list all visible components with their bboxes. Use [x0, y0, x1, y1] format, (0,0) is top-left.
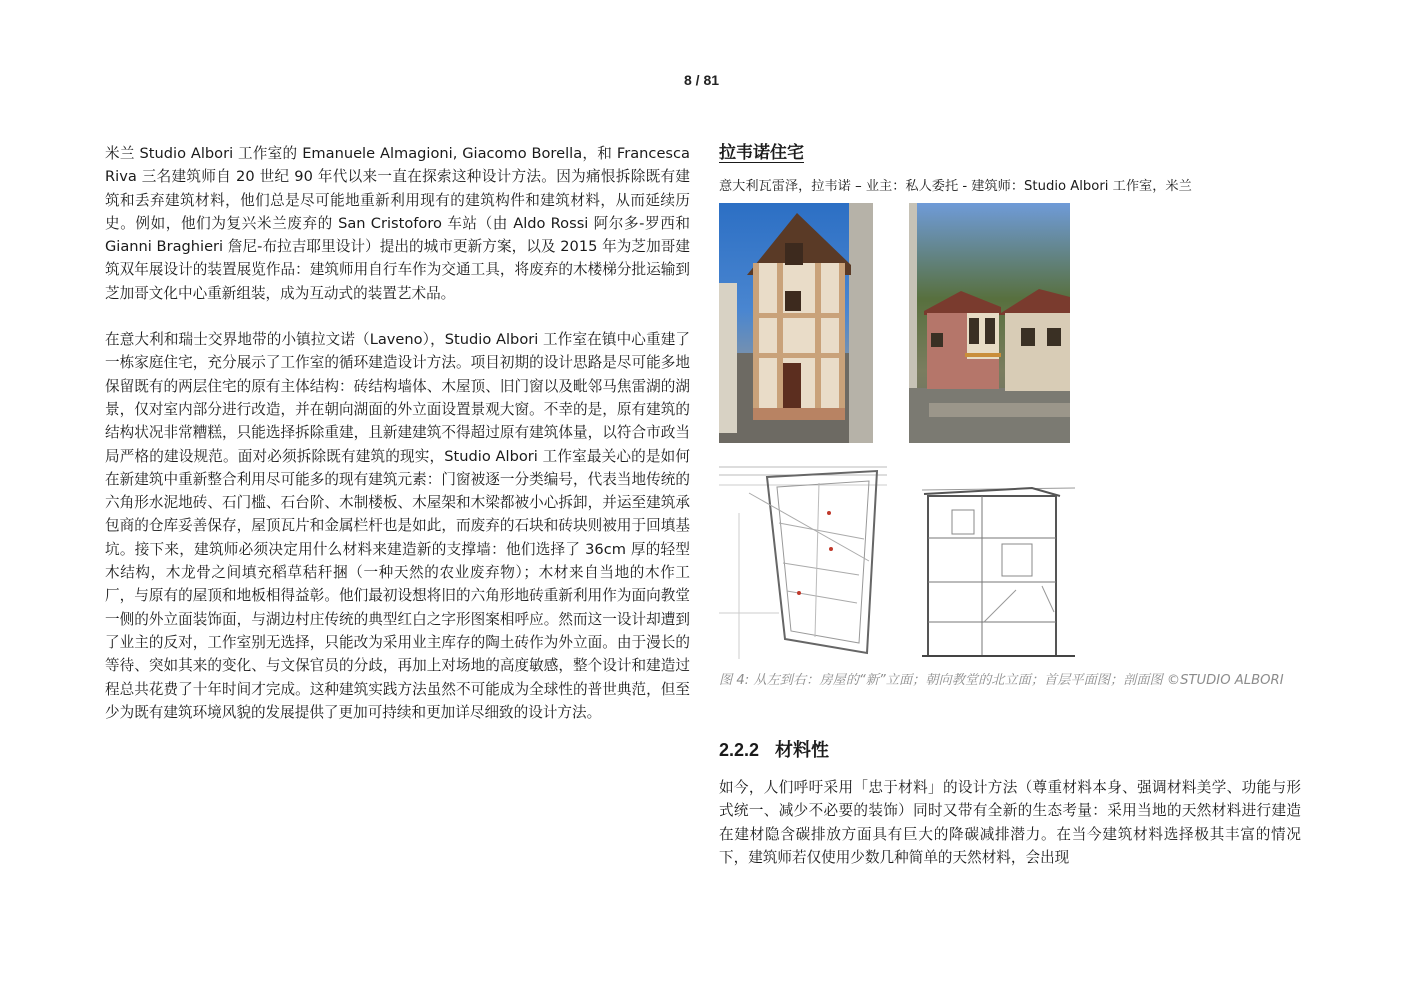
photo-north-facade	[909, 203, 1070, 443]
page-number: 8 / 81	[683, 72, 720, 88]
case-study-title: 拉韦诺住宅	[719, 143, 804, 163]
ground-floor-plan-drawing	[719, 463, 887, 659]
photo-new-facade	[719, 203, 873, 443]
left-column	[105, 142, 690, 724]
body-paragraph: 在意大利和瑞士交界地带的小镇拉文诺（Laveno），Studio Albori 工作室在镇中心重建了一栋家庭住宅，充分展示了工作室的循环建造设计方法。项目初期的设计思路是尽可能多地保留既有的两层住宅的原有主体结构：砖结构墙体、木屋顶、旧门窗以及毗邻马焦雷湖的湖景，仅对室内部分进行改造，并在朝向湖面的外立面设置景观大窗。不幸的是，原有建筑的结构状况非常糟糕，只能选择拆除重建，且新建建筑不得超过原有建筑体量，以符合市政当局严格的建设规范。面对必须拆除既有建筑的现实，Studio Albori 工作室最关心的是如何在新建筑中重新整合利用尽可能多的现有建筑元素：门窗被逐一分类编号，代表当地传统的六角形水泥地砖、石门槛、石台阶、木制楼板、木屋架和木梁都被小心拆卸，并运至建筑承包商的仓库妥善保存，屋顶瓦片和金属栏杆也是如此，而废弃的石块和砖块则被用于回填基坑。接下来，建筑师必须决定用什么材料来建造新的支撑墙：他们选择了 36cm 厚的轻型木结构，木龙骨之间填充稻草秸秆捆（一种天然的农业废弃物）；木材来自当地的木作工厂，与原有的屋顶和地板相得益彰。他们最初设想将旧的六角形地砖重新利用作为面向教堂一侧的外立面装饰面，与湖边村庄传统的典型红白之字形图案相呼应。然而这一设计却遭到了业主的反对，工作室别无选择，只能改为采用业主库存的陶土砖作为外立面。由于漫长的等待、突如其来的变化、与文保官员的分歧，再加上对场地的高度敏感，整个设计和建造过程总共花费了十年时间才完成。这种建筑实践方法虽然不可能成为全球性的普世典范，但至少为既有建筑环境风貌的发展提供了更加可持续和更加详尽细致的设计方法。	[105, 331, 690, 721]
right-column	[719, 140, 1301, 866]
figure-caption: 图 4: 从左到右：房屋的“新”立面；朝向教堂的北立面；首层平面图；剖面图 ©STUDIO ALBORI	[719, 673, 1284, 688]
section-body	[719, 776, 1301, 869]
section-title: 材料性	[775, 740, 830, 760]
case-study-meta: 意大利瓦雷泽，拉韦诺 – 业主：私人委托 - 建筑师：Studio Albori 工作室，米兰	[719, 179, 1192, 194]
section-number: 2.2.2	[719, 740, 760, 760]
body-paragraph: 米兰 Studio Albori 工作室的 Emanuele Almagioni, Giacomo Borella，和 Francesca Riva 三名建筑师自 20 世纪 90 年代以来一直在探索这种设计方法。因为痛恨拆除既有建筑和丢弃建筑材料，他们总是尽可能地重新利用现有的建筑构件和建筑材料，从而延续历史。例如，他们为复兴米兰废弃的 San Cristoforo 车站（由 Aldo Rossi 阿尔多-罗西和 Gianni Braghieri 詹尼-布拉吉耶里设计）提出的城市更新方案，以及 2015 年为芝加哥建筑双年展设计的装置展览作品：建筑师用自行车作为交通工具，将废弃的木楼梯分批运输到芝加哥文化中心重新组装，成为互动式的装置艺术品。	[105, 145, 690, 302]
section-heading	[719, 736, 829, 762]
section-drawing	[922, 482, 1075, 660]
body-paragraph: 如今，人们呼吁采用「忠于材料」的设计方法（尊重材料本身、强调材料美学、功能与形式统一、减少不必要的装饰）同时又带有全新的生态考量：采用当地的天然材料进行建造在建材隐含碳排放方面具有巨大的降碳减排潜力。在当今建筑材料选择极其丰富的情况下，建筑师若仅使用少数几种简单的天然材料，会出现	[719, 779, 1301, 866]
